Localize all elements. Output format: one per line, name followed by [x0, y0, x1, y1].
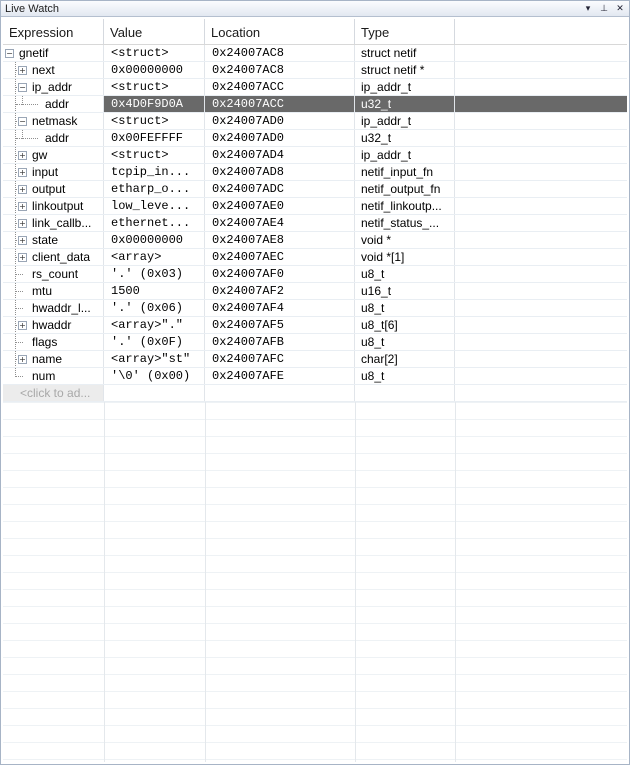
table-row[interactable] — [3, 164, 627, 181]
expand-icon[interactable]: + — [19, 236, 26, 245]
location-cell: 0x24007AC8 — [205, 62, 355, 78]
expand-icon[interactable]: + — [19, 321, 26, 330]
type-cell: u8_t — [355, 300, 455, 316]
tree-connector — [15, 198, 16, 214]
type-cell: u8_t — [355, 334, 455, 350]
location-cell: 0x24007AFC — [205, 351, 355, 367]
table-row[interactable] — [3, 198, 627, 215]
value-cell[interactable]: <struct> — [104, 147, 205, 163]
grid-line — [3, 742, 627, 743]
expression-cell[interactable] — [3, 130, 104, 146]
filler-cell — [455, 113, 627, 129]
dropdown-icon[interactable]: ▾ — [585, 3, 591, 13]
filler-cell — [455, 181, 627, 197]
type-cell: struct netif * — [355, 62, 455, 78]
expand-icon[interactable]: + — [19, 202, 26, 211]
location-cell: 0x24007AD8 — [205, 164, 355, 180]
empty-cell — [455, 385, 627, 401]
table-row[interactable] — [3, 62, 627, 79]
tree-connector — [22, 138, 38, 139]
expand-icon[interactable]: + — [19, 66, 26, 75]
location-cell: 0x24007ADC — [205, 181, 355, 197]
expression-label: gw — [32, 148, 48, 162]
value-cell[interactable]: ethernet... — [104, 215, 205, 231]
type-cell: void *[1] — [355, 249, 455, 265]
expression-cell[interactable] — [3, 351, 104, 367]
expression-label: netmask — [32, 114, 78, 128]
expression-cell[interactable] — [3, 79, 104, 95]
pin-icon[interactable]: ⊥ — [600, 3, 608, 13]
tree-connector — [15, 113, 16, 129]
expression-label: addr — [45, 131, 70, 145]
table-row[interactable] — [3, 215, 627, 232]
filler-cell — [455, 317, 627, 333]
filler-cell — [455, 198, 627, 214]
type-cell: netif_status_... — [355, 215, 455, 231]
table-row[interactable] — [3, 232, 627, 249]
table-row[interactable] — [3, 79, 627, 96]
column-divider — [355, 402, 356, 762]
location-cell: 0x24007AD0 — [205, 130, 355, 146]
location-cell: 0x24007AFE — [205, 368, 355, 384]
expression-cell[interactable] — [3, 283, 104, 299]
grid-line — [3, 572, 627, 573]
tree-connector — [15, 79, 16, 95]
grid-line — [3, 504, 627, 505]
grid-line — [3, 436, 627, 437]
expression-cell[interactable] — [3, 164, 104, 180]
tree-connector — [15, 249, 16, 265]
collapse-icon[interactable]: − — [6, 49, 13, 58]
location-cell: 0x24007AF4 — [205, 300, 355, 316]
expression-cell[interactable] — [3, 232, 104, 248]
column-header-filler — [455, 19, 627, 44]
filler-cell — [455, 130, 627, 146]
expression-cell[interactable] — [3, 249, 104, 265]
empty-cell — [104, 385, 205, 401]
expand-icon[interactable]: + — [19, 185, 26, 194]
grid-line — [3, 419, 627, 420]
filler-cell — [455, 79, 627, 95]
filler-cell — [455, 96, 627, 112]
value-cell[interactable]: <struct> — [104, 45, 205, 61]
table-row[interactable] — [3, 317, 627, 334]
location-cell: 0x24007AE8 — [205, 232, 355, 248]
expression-label: hwaddr_l... — [32, 301, 91, 315]
type-cell: u8_t — [355, 368, 455, 384]
filler-cell — [455, 283, 627, 299]
value-cell[interactable]: '.' (0x03) — [104, 266, 205, 282]
expression-cell[interactable] — [3, 215, 104, 231]
type-cell: netif_output_fn — [355, 181, 455, 197]
column-divider — [205, 402, 206, 762]
location-cell: 0x24007AF2 — [205, 283, 355, 299]
value-cell[interactable]: '.' (0x06) — [104, 300, 205, 316]
expand-icon[interactable]: + — [19, 219, 26, 228]
table-row[interactable] — [3, 45, 627, 62]
filler-cell — [455, 368, 627, 384]
column-header-location[interactable]: Location — [205, 19, 355, 44]
tree-connector — [15, 283, 16, 299]
watch-table — [3, 45, 627, 402]
location-cell: 0x24007AC8 — [205, 45, 355, 61]
value-cell[interactable]: etharp_o... — [104, 181, 205, 197]
grid-line — [3, 521, 627, 522]
location-cell: 0x24007ACC — [205, 79, 355, 95]
filler-cell — [455, 232, 627, 248]
table-row[interactable] — [3, 266, 627, 283]
grid-line — [3, 708, 627, 709]
grid-line — [3, 402, 627, 403]
column-header-expression[interactable]: Expression — [3, 19, 104, 44]
type-cell: u32_t — [355, 96, 455, 112]
type-cell: u8_t — [355, 266, 455, 282]
column-header — [3, 19, 627, 45]
expression-cell[interactable] — [3, 300, 104, 316]
expression-label: input — [32, 165, 59, 179]
tree-connector — [15, 274, 23, 275]
expand-icon[interactable]: + — [19, 151, 26, 160]
value-cell[interactable]: <struct> — [104, 79, 205, 95]
filler-cell — [455, 164, 627, 180]
column-divider — [455, 402, 456, 762]
expression-label: mtu — [32, 284, 53, 298]
filler-cell — [455, 334, 627, 350]
filler-cell — [455, 300, 627, 316]
location-cell: 0x24007AEC — [205, 249, 355, 265]
value-cell[interactable]: 0x4D0F9D0A — [104, 96, 205, 112]
table-row[interactable] — [3, 130, 627, 147]
tree-connector — [15, 215, 16, 231]
table-row[interactable] — [3, 368, 627, 385]
tree-connector — [15, 300, 16, 316]
expression-label: name — [32, 352, 63, 366]
collapse-icon[interactable]: − — [19, 83, 26, 92]
location-cell: 0x24007ACC — [205, 96, 355, 112]
expression-label: addr — [45, 97, 70, 111]
tree-connector — [15, 164, 16, 180]
grid-line — [3, 691, 627, 692]
expression-label: flags — [32, 335, 58, 349]
value-cell[interactable]: low_leve... — [104, 198, 205, 214]
tree-connector — [22, 104, 38, 105]
value-cell[interactable]: 0x00FEFFFF — [104, 130, 205, 146]
type-cell: netif_input_fn — [355, 164, 455, 180]
type-cell: char[2] — [355, 351, 455, 367]
table-row[interactable] — [3, 181, 627, 198]
expression-cell[interactable] — [3, 317, 104, 333]
tree-connector — [15, 62, 16, 78]
table-row[interactable] — [3, 249, 627, 266]
expand-icon[interactable]: + — [19, 253, 26, 262]
tree-connector — [15, 334, 16, 350]
table-row[interactable] — [3, 283, 627, 300]
grid-line — [3, 589, 627, 590]
expression-cell[interactable] — [3, 113, 104, 129]
type-cell: void * — [355, 232, 455, 248]
expand-icon[interactable]: + — [19, 168, 26, 177]
column-header-value[interactable]: Value — [104, 19, 205, 44]
expression-cell[interactable] — [3, 96, 104, 112]
table-row[interactable] — [3, 300, 627, 317]
grid-line — [3, 470, 627, 471]
tree-connector — [15, 317, 16, 333]
tree-connector — [15, 130, 16, 146]
location-cell: 0x24007AE4 — [205, 215, 355, 231]
type-cell: struct netif — [355, 45, 455, 61]
expression-label: num — [32, 369, 56, 383]
expression-cell[interactable] — [3, 198, 104, 214]
tree-connector — [15, 291, 23, 292]
tree-connector — [15, 351, 16, 367]
expression-label: hwaddr — [32, 318, 72, 332]
filler-cell — [455, 249, 627, 265]
expression-label: gnetif — [19, 46, 49, 60]
grid-line — [3, 640, 627, 641]
filler-cell — [455, 266, 627, 282]
tree-connector — [15, 376, 23, 377]
filler-cell — [455, 351, 627, 367]
expression-cell[interactable] — [3, 266, 104, 282]
type-cell: ip_addr_t — [355, 113, 455, 129]
grid-line — [3, 555, 627, 556]
value-cell[interactable]: '\0' (0x00) — [104, 368, 205, 384]
add-expression-row[interactable] — [3, 385, 627, 402]
filler-cell — [455, 45, 627, 61]
location-cell: 0x24007AFB — [205, 334, 355, 350]
grid-line — [3, 623, 627, 624]
location-cell: 0x24007AF5 — [205, 317, 355, 333]
value-cell[interactable]: <struct> — [104, 113, 205, 129]
tree-connector — [15, 266, 16, 282]
column-divider — [104, 402, 105, 762]
type-cell: netif_linkoutp... — [355, 198, 455, 214]
grid-line — [3, 453, 627, 454]
location-cell: 0x24007AE0 — [205, 198, 355, 214]
filler-cell — [455, 215, 627, 231]
collapse-icon[interactable]: − — [19, 117, 26, 126]
filler-cell — [455, 62, 627, 78]
value-cell[interactable]: 0x00000000 — [104, 232, 205, 248]
tree-connector — [15, 147, 16, 163]
grid-line — [3, 759, 627, 760]
expression-label: linkoutput — [32, 199, 84, 213]
location-cell: 0x24007AF0 — [205, 266, 355, 282]
value-cell[interactable]: 1500 — [104, 283, 205, 299]
grid-line — [3, 674, 627, 675]
tree-connector — [15, 308, 23, 309]
expression-cell[interactable] — [3, 181, 104, 197]
column-header-type[interactable]: Type — [355, 19, 455, 44]
value-cell[interactable]: tcpip_in... — [104, 164, 205, 180]
expression-cell[interactable] — [3, 62, 104, 78]
value-cell[interactable]: <array>"." — [104, 317, 205, 333]
table-row[interactable] — [3, 113, 627, 130]
value-cell[interactable]: <array>"st" — [104, 351, 205, 367]
type-cell: u32_t — [355, 130, 455, 146]
table-row[interactable] — [3, 351, 627, 368]
expand-icon[interactable]: + — [19, 355, 26, 364]
expression-label: ip_addr — [32, 80, 73, 94]
expression-label: next — [32, 63, 55, 77]
table-row[interactable] — [3, 96, 627, 113]
type-cell: u16_t — [355, 283, 455, 299]
tree-connector — [15, 368, 16, 377]
value-cell[interactable]: <array> — [104, 249, 205, 265]
location-cell: 0x24007AD0 — [205, 113, 355, 129]
expression-label: output — [32, 182, 66, 196]
grid-line — [3, 538, 627, 539]
filler-cell — [455, 147, 627, 163]
expression-label: client_data — [32, 250, 91, 264]
value-cell[interactable]: '.' (0x0F) — [104, 334, 205, 350]
expression-label: link_callb... — [32, 216, 92, 230]
expression-cell[interactable] — [3, 334, 104, 350]
value-cell[interactable]: 0x00000000 — [104, 62, 205, 78]
type-cell: ip_addr_t — [355, 79, 455, 95]
grid-line — [3, 487, 627, 488]
type-cell: ip_addr_t — [355, 147, 455, 163]
expression-cell[interactable] — [3, 147, 104, 163]
empty-cell — [205, 385, 355, 401]
table-row[interactable] — [3, 334, 627, 351]
table-row[interactable] — [3, 147, 627, 164]
window-title: Live Watch — [5, 2, 60, 15]
title-bar — [1, 1, 629, 17]
grid-line — [3, 606, 627, 607]
location-cell: 0x24007AD4 — [205, 147, 355, 163]
add-expression-input[interactable]: <click to ad... — [3, 385, 104, 401]
tree-connector — [15, 181, 16, 197]
grid-line — [3, 657, 627, 658]
expression-label: state — [32, 233, 59, 247]
close-icon[interactable]: ✕ — [616, 3, 624, 13]
expression-cell[interactable] — [3, 45, 104, 61]
tree-connector — [15, 96, 16, 112]
tree-connector — [15, 232, 16, 248]
grid-line — [3, 725, 627, 726]
type-cell: u8_t[6] — [355, 317, 455, 333]
empty-cell — [355, 385, 455, 401]
expression-label: rs_count — [32, 267, 79, 281]
tree-connector — [15, 342, 23, 343]
expression-cell[interactable] — [3, 368, 104, 384]
